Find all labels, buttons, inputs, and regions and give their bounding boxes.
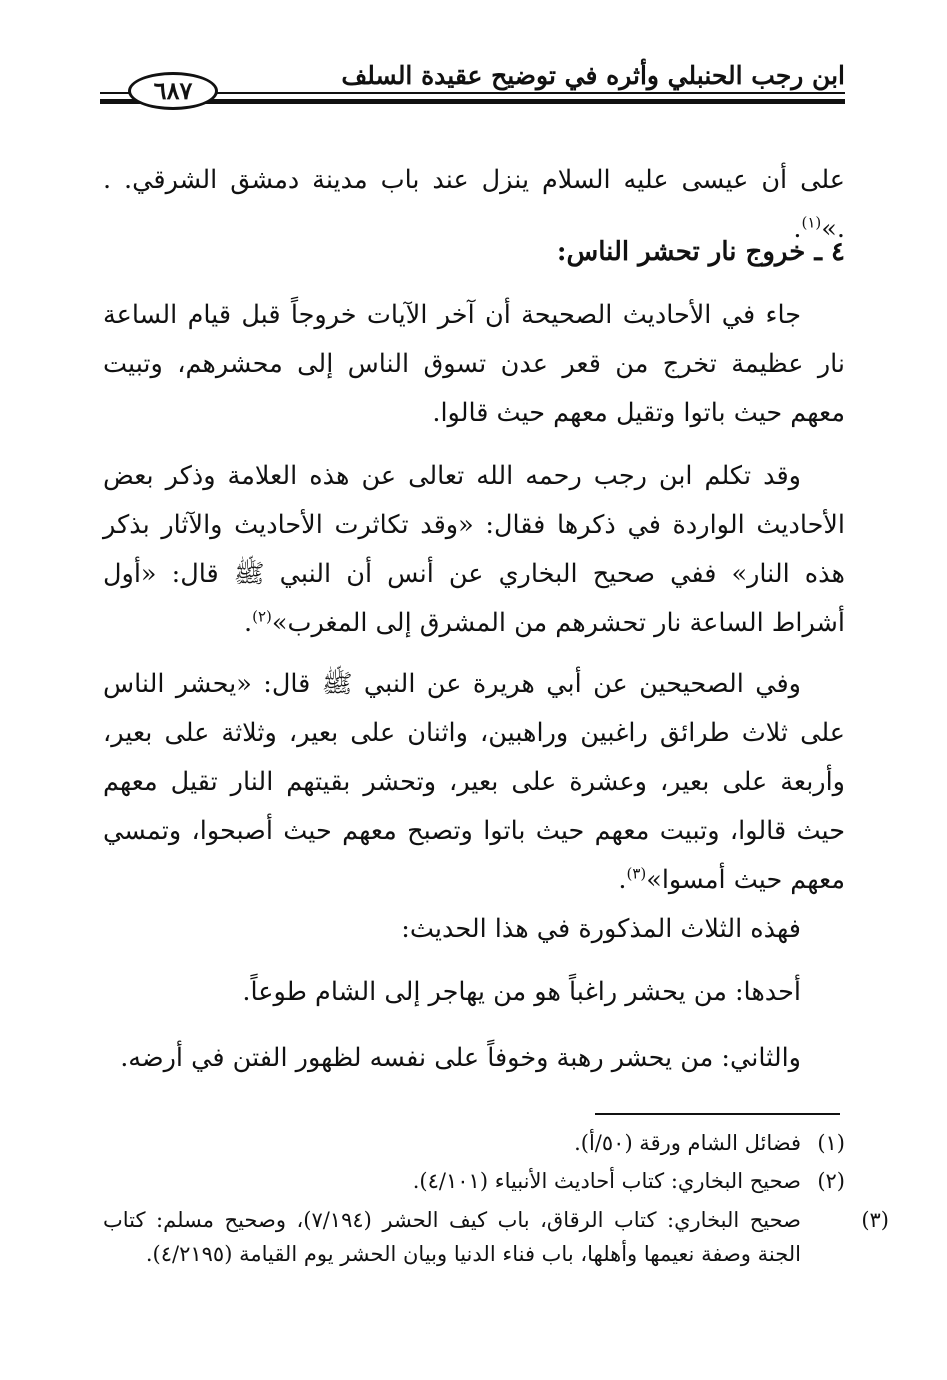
paragraph-6: أحدها: من يحشر راغباً هو من يهاجر إلى الشام طوعاً. [242,977,801,1007]
paragraph-4 [103,660,845,905]
paragraph-2: جاء في الأحاديث الصحيحة أن آخر الآيات خروجاً قبل قيام الساعة نار عظيمة تخرج من قعر عدن تسوق الناس إلى محشرهم، وتبيت معهم حيث باتوا وتقيل معهم حيث قالوا. [103,300,845,428]
footnote-3 [103,1203,889,1271]
footnote-ref-3: (٣) [626,864,647,883]
footnote-2 [103,1164,845,1198]
footnote-separator [595,1113,840,1115]
paragraph-1-text: على أن عيسى عليه السلام ينزل عند باب مدينة دمشق الشرقي. . .» [103,165,845,244]
paragraph-3 [103,452,845,648]
footnote-ref-1: (١) [801,213,822,232]
paragraph-4-tail: . [618,865,627,895]
section-heading: ٤ ـ خروج نار تحشر الناس: [556,237,845,267]
paragraph-7: والثاني: من يحشر رهبة وخوفاً على نفسه لظهور الفتن في أرضه. [120,1043,801,1073]
footnote-number: (٣) [861,1208,889,1232]
paragraph-3-tail: . [243,608,253,638]
footnote-text: صحيح البخاري: كتاب الرقاق، باب كيف الحشر (٧/١٩٤)، وصحيح مسلم: كتاب الجنة وصفة نعيمها وأهلها، باب فناء الدنيا وبيان الحشر يوم القيامة (٤/٢١٩٥). [103,1208,801,1266]
footnote-ref-2: (٢) [252,607,272,626]
footnote-1 [103,1126,845,1160]
paragraph-3-text: وقد تكلم ابن رجب رحمه الله تعالى عن هذه العلامة وذكر بعض الأحاديث الواردة في ذكرها فقال: «وقد تكاثرت الأحاديث والآثار بذكر هذه النار» ففي صحيح البخاري عن أنس أن النبي ﷺ قال: «أول أشراط الساعة نار تحشرهم من المشرق إلى المغرب» [103,461,845,638]
page-number: ٦٨٧ [128,72,218,110]
footnote-text: صحيح البخاري: كتاب أحاديث الأنبياء (٤/١٠١). [412,1169,801,1193]
footnote-number: (١) [817,1131,845,1155]
paragraph-5: فهذه الثلاث المذكورة في هذا الحديث: [401,914,801,944]
paragraph-1-tail: . [793,214,802,244]
footnote-text: فضائل الشام ورقة (٥٠/أ). [574,1131,801,1155]
paragraph-4-text: وفي الصحيحين عن أبي هريرة عن النبي ﷺ قال: «يحشر الناس على ثلاث طرائق راغبين وراهبين، واثنان على بعير، وثلاثة على بعير، وأربعة على بعير، وعشرة على بعير، وتحشر بقيتهم النار تقيل معهم حيث قالوا، وتبيت معهم حيث باتوا وتصبح معهم حيث أصبحوا، وتمسي معهم حيث أمسوا» [103,669,846,895]
running-title: ابن رجب الحنبلي وأثره في توضيح عقيدة السلف [341,61,845,90]
footnote-number: (٢) [817,1169,845,1193]
